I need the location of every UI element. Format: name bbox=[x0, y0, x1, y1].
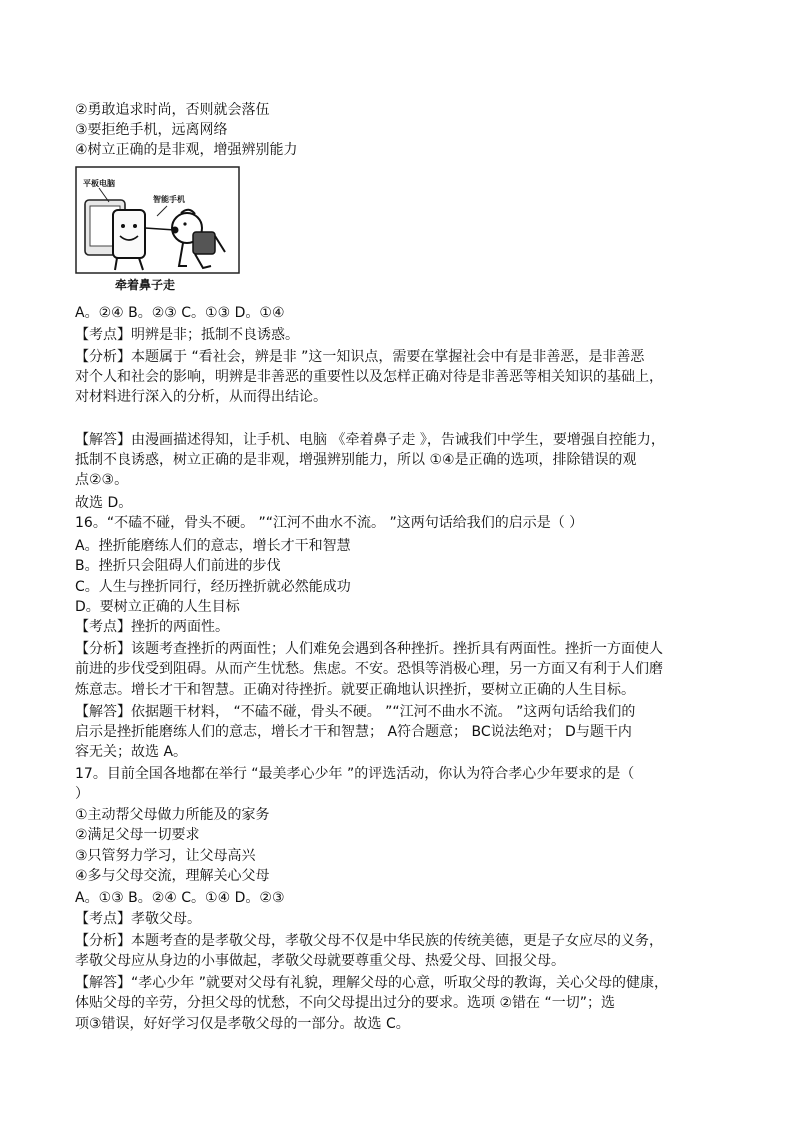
q15-jieda-line3: 点②③。 bbox=[75, 472, 129, 488]
q16-option-d: D。要树立正确的人生目标 bbox=[75, 599, 240, 615]
label-phone: 智能手机 bbox=[153, 195, 185, 204]
q17-stem-line1: 17。目前全国各地都在举行 “最美孝心少年 ”的评选活动，你认为符合孝心少年要求的是（ bbox=[75, 766, 635, 782]
q17-item-4: ④多与父母交流，理解关心父母 bbox=[75, 868, 270, 884]
q15-jieda-line2: 抵制不良诱惑，树立正确的是非观，增强辨别能力，所以 ①④是正确的选项，排除错误的观 bbox=[75, 452, 637, 468]
q16-jieda-line1: 【解答】依据题干材料， “不磕不碰，骨头不硬。 ”“江河不曲水不流。 ”这两句话给我们的 bbox=[75, 704, 636, 720]
q16-option-b: B。挫折只会阻碍人们前进的步伐 bbox=[75, 558, 281, 574]
cartoon-illustration bbox=[75, 166, 240, 296]
q17-item-3: ③只管努力学习，让父母高兴 bbox=[75, 848, 256, 864]
q16-fenxi-line1: 【分析】该题考查挫折的两面性；人们难免会遇到各种挫折。挫折具有两面性。挫折一方面使人 bbox=[75, 641, 663, 657]
q17-item-1: ①主动帮父母做力所能及的家务 bbox=[75, 807, 270, 823]
q17-jieda-line1: 【解答】“孝心少年 ”就要对父母有礼貌，理解父母的心意，听取父母的教诲，关心父母的健康， bbox=[75, 975, 668, 991]
q17-stem-line2: ） bbox=[75, 786, 89, 802]
label-tablet: 平板电脑 bbox=[83, 179, 115, 188]
q15-choices: A。②④ B。②③ C。①③ D。①④ bbox=[75, 305, 285, 321]
option-4: ④树立正确的是非观，增强辨别能力 bbox=[75, 142, 298, 158]
option-3: ③要拒绝手机，远离网络 bbox=[75, 122, 228, 138]
q16-jieda-line3: 容无关；故选 A。 bbox=[75, 744, 188, 760]
q17-fenxi-line2: 孝敬父母应从身边的小事做起，孝敬父母就要尊重父母、热爱父母、回报父母。 bbox=[75, 953, 565, 969]
q17-item-2: ②满足父母一切要求 bbox=[75, 827, 200, 843]
q16-option-a: A。挫折能磨练人们的意志，增长才干和智慧 bbox=[75, 538, 351, 554]
q15-fenxi-line1: 【分析】本题属于 “看社会，辨是非 ”这一知识点，需要在掌握社会中有是非善恶，是非善恶 bbox=[75, 349, 645, 365]
q15-fenxi-line2: 对个人和社会的影响，明辨是非善恶的重要性以及怎样正确对待是非善恶等相关知识的基础上， bbox=[75, 369, 663, 385]
q15-jieda-line1: 【解答】由漫画描述得知，让手机、电脑 《牵着鼻子走 》，告诫我们中学生，要增强自控能力， bbox=[75, 432, 665, 448]
option-2: ②勇敢追求时尚，否则就会落伍 bbox=[75, 102, 270, 118]
q16-kaodian: 【考点】挫折的两面性。 bbox=[75, 619, 229, 635]
q17-jieda-line3: 项③错误，好好学习仅是孝敬父母的一部分。故选 C。 bbox=[75, 1016, 410, 1032]
cartoon-caption: 牵着鼻子走 bbox=[115, 278, 176, 292]
q16-fenxi-line2: 前进的步伐受到阻碍。从而产生忧愁。焦虑。不安。恐惧等消极心理，另一方面又有利于人们磨 bbox=[75, 661, 663, 677]
q16-option-c: C。人生与挫折同行，经历挫折就必然能成功 bbox=[75, 579, 351, 595]
q15-answer: 故选 D。 bbox=[75, 495, 133, 511]
q17-jieda-line2: 体贴父母的辛劳，分担父母的忧愁，不向父母提出过分的要求。选项 ②错在 “一切”；选 bbox=[75, 995, 615, 1011]
q15-fenxi-line3: 对材料进行深入的分析，从而得出结论。 bbox=[75, 389, 327, 405]
q17-choices: A。①③ B。②④ C。①④ D。②③ bbox=[75, 890, 285, 906]
q17-kaodian: 【考点】孝敬父母。 bbox=[75, 911, 201, 927]
q16-stem: 16。“不磕不碰，骨头不硬。 ”“江河不曲水不流。 ”这两句话给我们的启示是（ ） bbox=[75, 515, 584, 531]
q16-fenxi-line3: 炼意志。增长才干和智慧。正确对待挫折。就要正确地认识挫折，要树立正确的人生目标。 bbox=[75, 682, 635, 698]
q16-jieda-line2: 启示是挫折能磨练人们的意志，增长才干和智慧； A符合题意； BC说法绝对； D与题干内 bbox=[75, 724, 632, 740]
q17-fenxi-line1: 【分析】本题考查的是孝敬父母，孝敬父母不仅是中华民族的传统美德，更是子女应尽的义务， bbox=[75, 933, 663, 949]
q15-kaodian: 【考点】明辨是非；抵制不良诱惑。 bbox=[75, 327, 299, 343]
